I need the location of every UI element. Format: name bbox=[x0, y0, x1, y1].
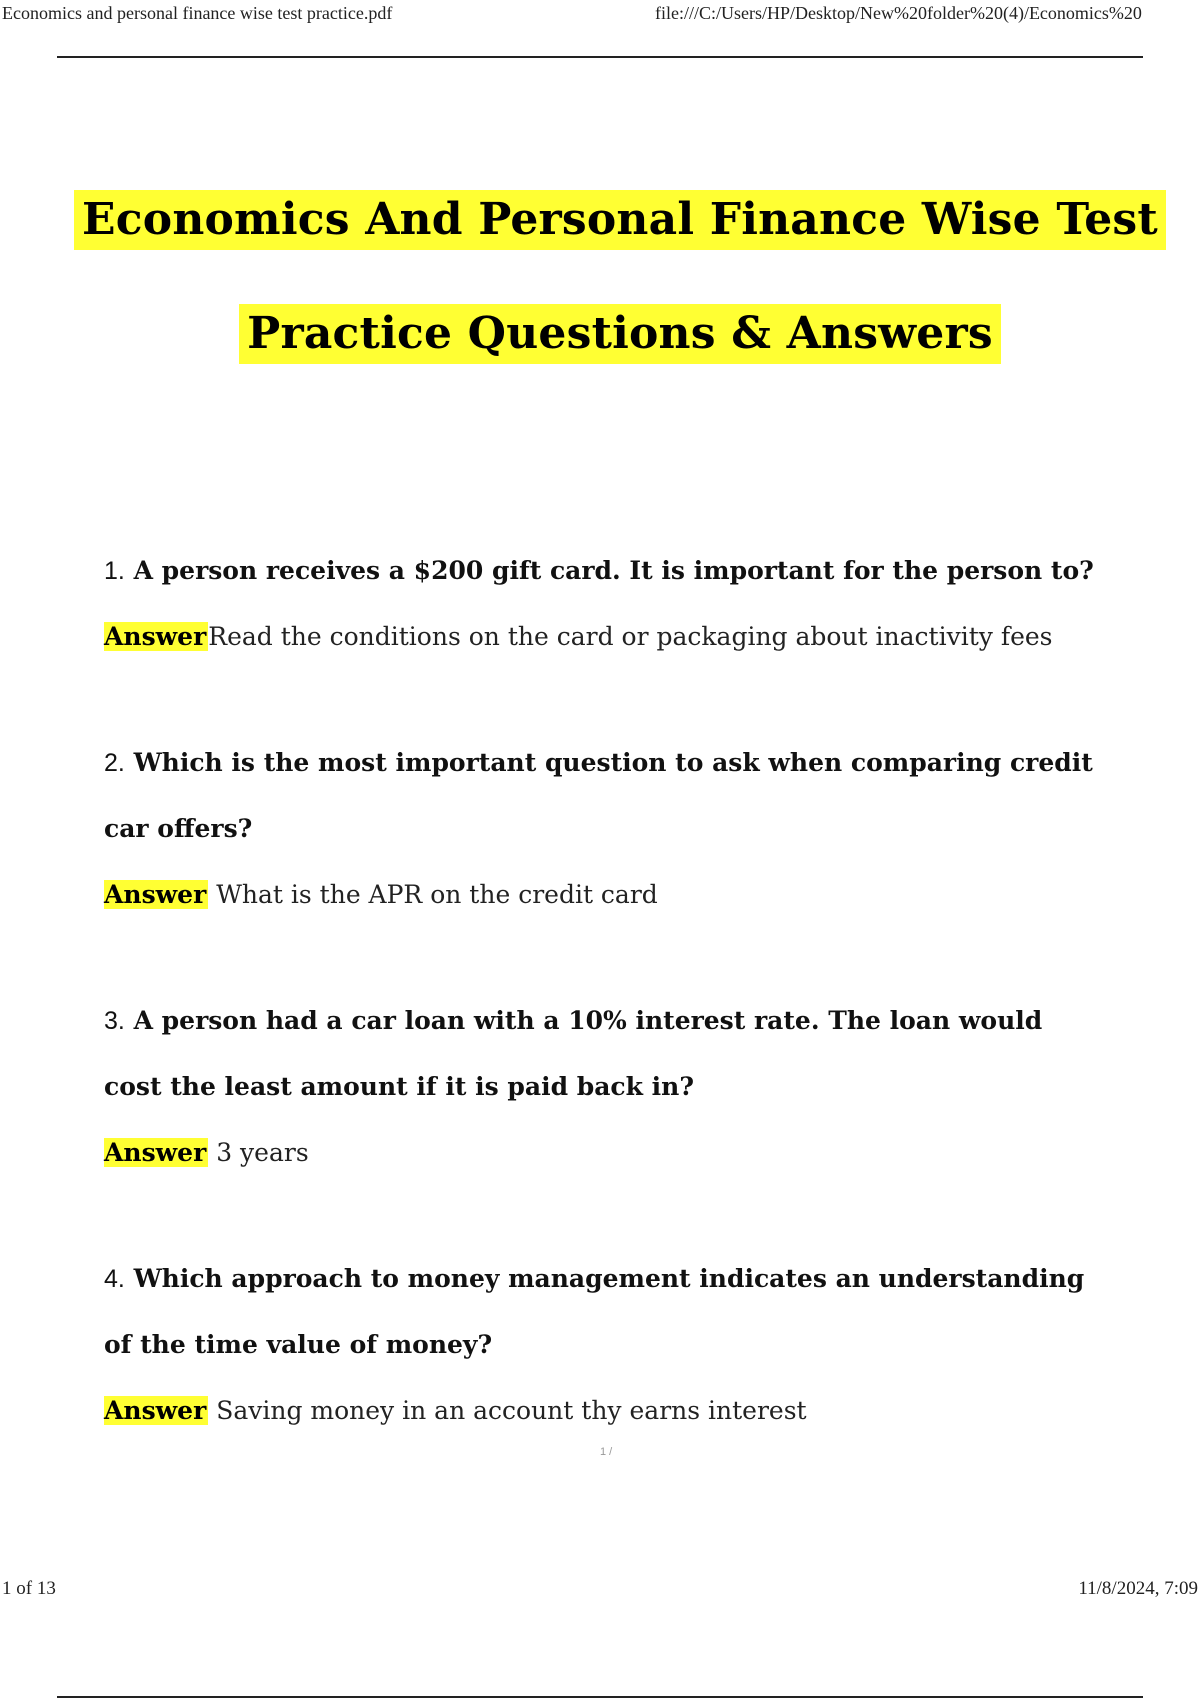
answer-body: Saving money in an account thy earns interest bbox=[216, 1396, 807, 1425]
answer-body: What is the APR on the credit card bbox=[216, 880, 658, 909]
answer-text bbox=[104, 1120, 1104, 1186]
print-header bbox=[0, 0, 1200, 28]
answer-text bbox=[104, 1378, 1104, 1444]
question-item bbox=[104, 538, 1104, 670]
question-item bbox=[104, 1246, 1104, 1444]
question-text bbox=[104, 730, 1104, 862]
question-number: 1. bbox=[104, 557, 125, 585]
question-number: 3. bbox=[104, 1007, 125, 1035]
title-line-2: Practice Questions & Answers bbox=[239, 304, 1001, 364]
answer-label: Answer bbox=[104, 622, 207, 651]
question-text bbox=[104, 988, 1104, 1120]
answer-label: Answer bbox=[104, 1138, 207, 1167]
footer-divider bbox=[57, 1696, 1143, 1698]
header-divider bbox=[57, 56, 1143, 58]
answer-body: 3 years bbox=[216, 1138, 309, 1167]
print-footer-page-count: 1 of 13 bbox=[2, 1578, 56, 1599]
answer-text bbox=[104, 862, 1104, 928]
question-list bbox=[104, 538, 1104, 1504]
question-body: A person receives a $200 gift card. It is important for the person to? bbox=[133, 556, 1094, 585]
question-body: Which approach to money management indicates an understanding of the time value of money? bbox=[104, 1264, 1085, 1359]
question-item bbox=[104, 988, 1104, 1186]
question-item bbox=[104, 730, 1104, 928]
question-body: Which is the most important question to ask when comparing credit car offers? bbox=[104, 748, 1093, 843]
question-number: 4. bbox=[104, 1265, 125, 1293]
question-text bbox=[104, 1246, 1104, 1378]
answer-text bbox=[104, 604, 1104, 670]
question-number: 2. bbox=[104, 749, 125, 777]
page-marker: 1 / bbox=[600, 1446, 613, 1458]
title-line-1: Economics And Personal Finance Wise Test bbox=[74, 190, 1166, 250]
document-title bbox=[0, 190, 1200, 364]
answer-label: Answer bbox=[104, 1396, 207, 1425]
print-footer-timestamp: 11/8/2024, 7:09 bbox=[1078, 1578, 1198, 1599]
answer-label: Answer bbox=[104, 880, 207, 909]
answer-body: Read the conditions on the card or packaging about inactivity fees bbox=[208, 622, 1053, 651]
question-text bbox=[104, 538, 1104, 604]
question-body: A person had a car loan with a 10% interest rate. The loan would cost the least amount if it is paid back in? bbox=[104, 1006, 1043, 1101]
print-header-file-path: file:///C:/Users/HP/Desktop/New%20folder%20(4)/Economics%20 bbox=[655, 3, 1142, 23]
print-header-doc-title: Economics and personal finance wise test practice.pdf bbox=[2, 3, 393, 23]
